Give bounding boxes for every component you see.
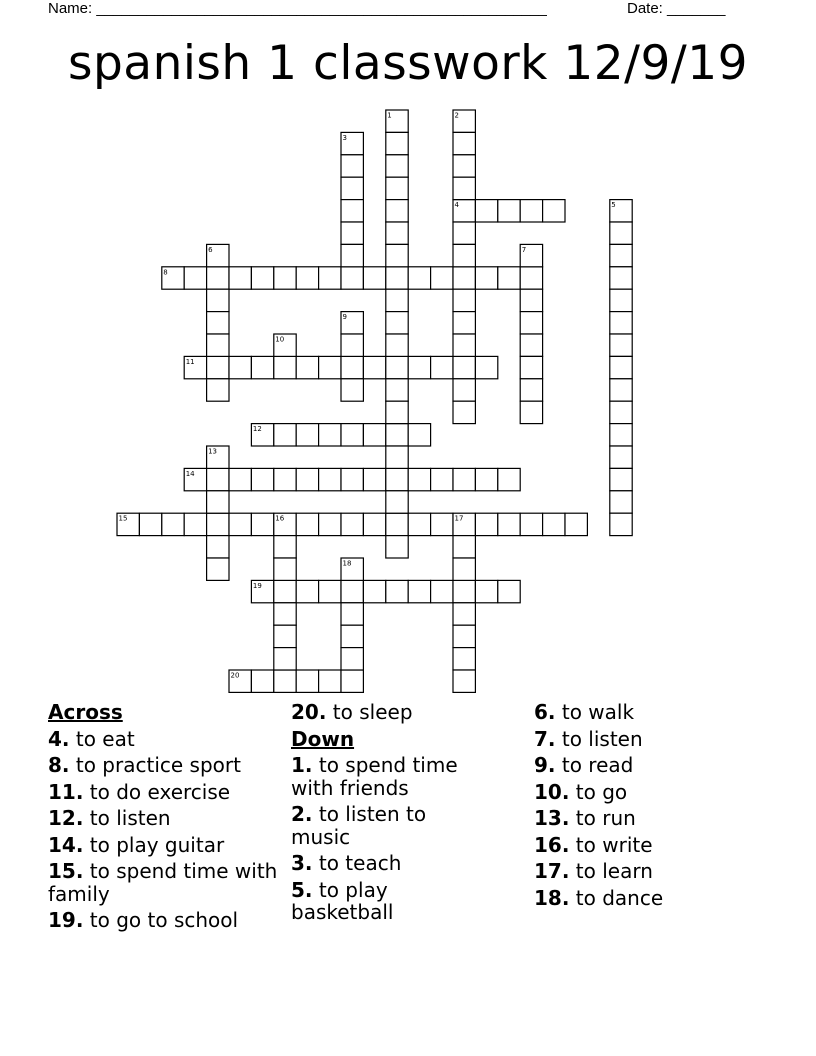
grid-cell[interactable] (475, 580, 497, 602)
grid-cell[interactable] (565, 513, 587, 535)
across-clue-19: 19. to go to school (48, 908, 239, 932)
grid-cell[interactable] (610, 267, 632, 289)
grid-cell[interactable] (386, 334, 408, 356)
down-clue-10: 10. to go (534, 779, 628, 804)
across-clue-20: 20. to sleep (291, 700, 413, 724)
grid-cell[interactable] (296, 580, 318, 602)
down-clue-13: 13. to run (534, 806, 636, 830)
grid-cell[interactable] (251, 468, 273, 490)
grid-cell[interactable] (274, 625, 296, 647)
grid-cell[interactable] (453, 177, 475, 199)
grid-cell[interactable] (453, 625, 475, 647)
cell-number: 3 (342, 133, 347, 142)
grid-cell[interactable] (274, 536, 296, 558)
grid-cell[interactable] (453, 312, 475, 334)
grid-cell[interactable] (363, 267, 385, 289)
grid-cell[interactable] (408, 468, 430, 490)
cell-number: 8 (163, 268, 168, 277)
grid-cell[interactable] (319, 513, 341, 535)
grid-cell[interactable] (386, 155, 408, 177)
grid-cell[interactable] (274, 603, 296, 625)
cell-number: 19 (252, 581, 262, 590)
grid-cell[interactable] (498, 468, 520, 490)
grid-cell[interactable] (498, 580, 520, 602)
grid-cell[interactable] (341, 244, 363, 266)
grid-cell[interactable] (386, 491, 408, 513)
grid-cell[interactable] (610, 491, 632, 513)
grid-cell[interactable] (431, 580, 453, 602)
grid-cell[interactable] (475, 267, 497, 289)
grid-cell[interactable] (386, 580, 408, 602)
grid-cell[interactable] (229, 356, 251, 378)
clue-column-1 (48, 701, 278, 936)
grid-cell[interactable] (341, 648, 363, 670)
cell-number: 1 (387, 111, 392, 120)
grid-cell[interactable] (453, 379, 475, 401)
grid-cell[interactable] (341, 155, 363, 177)
clue-column-2 (291, 701, 491, 928)
grid-cell[interactable] (184, 513, 206, 535)
grid-cell[interactable] (162, 513, 184, 535)
grid-cell[interactable] (453, 536, 475, 558)
cell-number: 17 (454, 514, 464, 523)
grid-cell[interactable] (319, 356, 341, 378)
grid-cell[interactable] (207, 312, 229, 334)
grid-cell[interactable] (386, 200, 408, 222)
grid-cell[interactable] (341, 670, 363, 692)
grid-cell[interactable] (408, 580, 430, 602)
grid-cell[interactable] (251, 513, 273, 535)
grid-cell[interactable] (520, 334, 542, 356)
grid-cell[interactable] (610, 312, 632, 334)
across-clue-12: 12. to listen (48, 806, 171, 830)
grid-cell[interactable] (610, 513, 632, 535)
grid-cell[interactable] (431, 513, 453, 535)
grid-cell[interactable] (610, 334, 632, 356)
grid-cell[interactable] (386, 132, 408, 154)
grid-cell[interactable] (251, 267, 273, 289)
grid-cell[interactable] (453, 558, 475, 580)
grid-cell[interactable] (386, 513, 408, 535)
grid-cell[interactable] (386, 536, 408, 558)
grid-cell[interactable] (520, 312, 542, 334)
cell-number: 9 (342, 313, 347, 322)
grid-cell[interactable] (498, 267, 520, 289)
grid-cell[interactable] (408, 356, 430, 378)
grid-cell[interactable] (139, 513, 161, 535)
grid-cell[interactable] (408, 424, 430, 446)
grid-cell[interactable] (386, 312, 408, 334)
clue-column-3 (534, 701, 764, 913)
grid-cell[interactable] (431, 267, 453, 289)
grid-cell[interactable] (319, 670, 341, 692)
grid-cell[interactable] (386, 446, 408, 468)
across-clue-8: 8. to practice sport (48, 753, 241, 777)
down-clue-7: 7. to listen (534, 726, 643, 751)
name-field-label: Name: ______________________________________________________ (48, 0, 547, 17)
grid-cell[interactable] (296, 468, 318, 490)
grid-cell[interactable] (520, 379, 542, 401)
grid-cell[interactable] (251, 356, 273, 378)
grid-cell[interactable] (207, 379, 229, 401)
grid-cell[interactable] (453, 648, 475, 670)
grid-cell[interactable] (543, 513, 565, 535)
grid-cell[interactable] (341, 513, 363, 535)
grid-cell[interactable] (319, 424, 341, 446)
grid-cell[interactable] (207, 558, 229, 580)
down-clue-16: 16. to write (534, 832, 653, 857)
down-clue-3: 3. to teach (291, 851, 402, 875)
down-clue-2: 2. to listen to music (291, 802, 427, 849)
grid-cell[interactable] (498, 200, 520, 222)
grid-cell[interactable] (386, 379, 408, 401)
grid-cell[interactable] (520, 289, 542, 311)
grid-cell[interactable] (207, 536, 229, 558)
down-clue-1: 1. to spend time with friends (291, 753, 458, 800)
grid-cell[interactable] (274, 670, 296, 692)
grid-cell[interactable] (475, 513, 497, 535)
grid-cell[interactable] (386, 244, 408, 266)
grid-cell[interactable] (453, 222, 475, 244)
across-clue-14: 14. to play guitar (48, 832, 225, 857)
across-clue-4: 4. to eat (48, 726, 135, 751)
grid-cell[interactable] (274, 356, 296, 378)
grid-cell[interactable] (453, 401, 475, 423)
down-heading: Down (291, 726, 355, 751)
grid-cell[interactable] (543, 200, 565, 222)
cell-number: 10 (275, 335, 285, 344)
grid-cell[interactable] (274, 580, 296, 602)
cell-number: 15 (118, 514, 128, 523)
grid-cell[interactable] (453, 289, 475, 311)
across-clue-11: 11. to do exercise (48, 779, 231, 804)
across-clue-15: 15. to spend time with family (48, 859, 278, 906)
cell-number: 16 (275, 514, 285, 523)
grid-cell[interactable] (610, 424, 632, 446)
cell-number: 18 (342, 559, 352, 568)
grid-cell[interactable] (386, 356, 408, 378)
grid-cell[interactable] (274, 648, 296, 670)
grid-cell[interactable] (453, 132, 475, 154)
down-clue-6: 6. to walk (534, 700, 635, 724)
grid-cell[interactable] (498, 513, 520, 535)
grid-cell[interactable] (207, 513, 229, 535)
down-clue-5: 5. to play basketball (291, 877, 394, 924)
grid-cell[interactable] (207, 289, 229, 311)
grid-cell[interactable] (296, 267, 318, 289)
page-title: spanish 1 classwork 12/9/19 (67, 36, 749, 91)
grid-cell[interactable] (251, 670, 273, 692)
grid-cell[interactable] (319, 267, 341, 289)
grid-cell[interactable] (610, 379, 632, 401)
cell-number: 5 (611, 201, 616, 210)
grid-cell[interactable] (341, 267, 363, 289)
grid-cell[interactable] (453, 580, 475, 602)
grid-cell[interactable] (431, 468, 453, 490)
cell-number: 6 (208, 245, 213, 254)
grid-cell[interactable] (341, 424, 363, 446)
grid-cell[interactable] (341, 334, 363, 356)
grid-cell[interactable] (341, 603, 363, 625)
grid-cell[interactable] (520, 513, 542, 535)
grid-cell[interactable] (207, 334, 229, 356)
grid-cell[interactable] (341, 468, 363, 490)
cell-number: 2 (454, 111, 459, 120)
cell-number: 4 (454, 201, 459, 210)
grid-cell[interactable] (386, 468, 408, 490)
grid-cell[interactable] (363, 468, 385, 490)
grid-cell[interactable] (363, 424, 385, 446)
cell-number: 14 (185, 469, 195, 478)
grid-cell[interactable] (453, 670, 475, 692)
grid-cell[interactable] (296, 670, 318, 692)
grid-cell[interactable] (296, 356, 318, 378)
grid-cell[interactable] (386, 267, 408, 289)
grid-cell[interactable] (453, 468, 475, 490)
grid-cell[interactable] (453, 356, 475, 378)
grid-cell[interactable] (341, 177, 363, 199)
grid-cell[interactable] (453, 334, 475, 356)
grid-cell[interactable] (408, 267, 430, 289)
grid-cell[interactable] (341, 580, 363, 602)
grid-cell[interactable] (520, 356, 542, 378)
grid-cell[interactable] (274, 468, 296, 490)
grid-cell[interactable] (229, 513, 251, 535)
grid-cell[interactable] (341, 625, 363, 647)
cell-number: 20 (230, 671, 240, 680)
cell-number: 12 (252, 425, 262, 434)
across-heading: Across (48, 700, 123, 724)
grid-cell[interactable] (520, 401, 542, 423)
grid-cell[interactable] (520, 200, 542, 222)
grid-cell[interactable] (453, 244, 475, 266)
grid-cell[interactable] (453, 267, 475, 289)
grid-cell[interactable] (296, 424, 318, 446)
date-field-label: Date: _______ (627, 0, 726, 17)
grid-cell[interactable] (610, 356, 632, 378)
grid-cell[interactable] (341, 356, 363, 378)
grid-cell[interactable] (431, 356, 453, 378)
grid-cell[interactable] (319, 468, 341, 490)
grid-cell[interactable] (386, 289, 408, 311)
down-clue-18: 18. to dance (534, 885, 664, 910)
grid-cell[interactable] (475, 200, 497, 222)
grid-cell[interactable] (274, 267, 296, 289)
grid-cell[interactable] (319, 580, 341, 602)
grid-cell[interactable] (207, 468, 229, 490)
grid-cell[interactable] (207, 267, 229, 289)
grid-cell[interactable] (386, 177, 408, 199)
grid-cell[interactable] (363, 580, 385, 602)
cell-number: 11 (185, 357, 195, 366)
grid-cell[interactable] (296, 513, 318, 535)
grid-cell[interactable] (207, 356, 229, 378)
grid-cell[interactable] (453, 603, 475, 625)
grid-cell[interactable] (408, 513, 430, 535)
grid-cell[interactable] (274, 558, 296, 580)
grid-cell[interactable] (610, 222, 632, 244)
grid-cell[interactable] (475, 356, 497, 378)
down-clue-9: 9. to read (534, 753, 634, 777)
grid-cell[interactable] (610, 244, 632, 266)
grid-cell[interactable] (341, 200, 363, 222)
grid-cell[interactable] (610, 289, 632, 311)
grid-cell[interactable] (341, 222, 363, 244)
grid-cell[interactable] (207, 491, 229, 513)
grid-cell[interactable] (229, 468, 251, 490)
grid-cell[interactable] (520, 267, 542, 289)
cell-number: 13 (208, 447, 218, 456)
down-clue-17: 17. to learn (534, 859, 653, 883)
grid-cell[interactable] (184, 267, 206, 289)
grid-cell[interactable] (475, 468, 497, 490)
grid-cell[interactable] (229, 267, 251, 289)
grid-cell[interactable] (610, 446, 632, 468)
cell-number: 7 (521, 245, 527, 254)
grid-cell[interactable] (610, 401, 632, 423)
grid-cell[interactable] (610, 468, 632, 490)
grid-cell[interactable] (453, 155, 475, 177)
grid-cell[interactable] (341, 379, 363, 401)
grid-cell[interactable] (363, 513, 385, 535)
grid-cell[interactable] (274, 424, 296, 446)
grid-cell[interactable] (363, 356, 385, 378)
grid-cell[interactable] (386, 222, 408, 244)
grid-cell[interactable] (386, 401, 408, 423)
grid-cell[interactable] (386, 424, 408, 446)
